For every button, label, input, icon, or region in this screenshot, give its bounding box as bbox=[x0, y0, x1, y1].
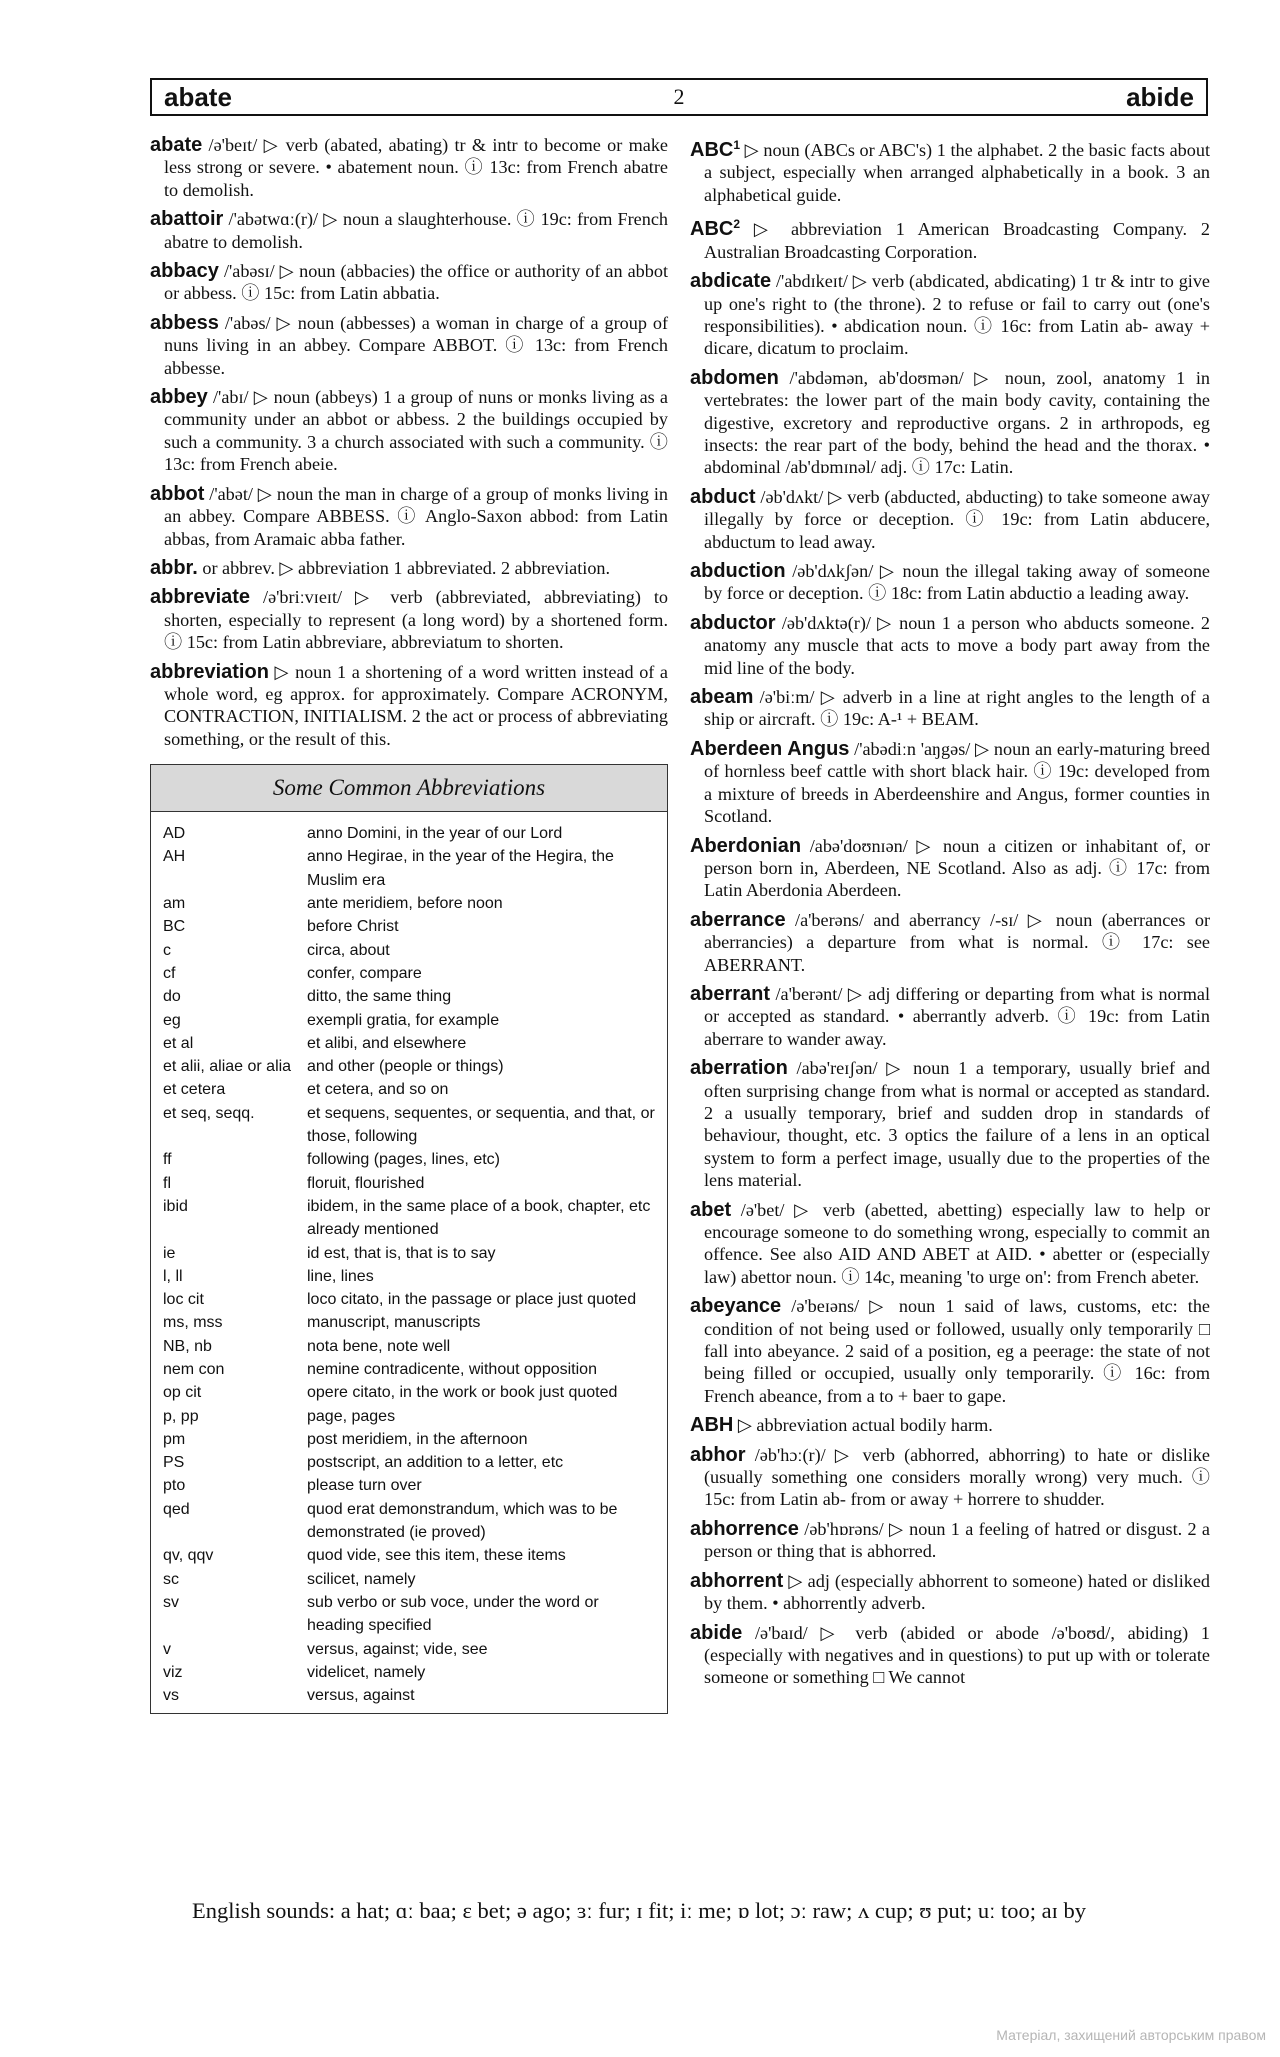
abbreviation-meaning: et sequens, sequentes, or sequentia, and that, or those, following bbox=[307, 1104, 655, 1146]
abbreviation-meaning: circa, about bbox=[307, 941, 390, 959]
abbreviation-row bbox=[163, 1102, 655, 1149]
entry-headword: abdicate bbox=[690, 270, 772, 293]
pronunciation-key: English sounds: a hat; ɑː baa; ɛ bet; ə ago; ɜː fur; ɪ fit; iː me; ɒ lot; ɔː raw; ʌ cup; ʊ put; uː too; aɪ by bbox=[192, 1898, 1087, 1923]
entry-headword: aberrance bbox=[690, 908, 786, 931]
entry-definition: /'abət/ ▷ noun the man in charge of a group of monks living in an abbey. Compare ABBESS. ⓘ Anglo-Saxon abbod: from Latin abbas, from Aramaic abba father. bbox=[164, 483, 669, 549]
abbreviation: ibid bbox=[163, 1197, 188, 1215]
abbreviation-row bbox=[163, 1265, 655, 1288]
entry-definition: ▷ abbreviation 1 American Broadcasting Company. 2 Australian Broadcasting Corporation. bbox=[704, 219, 1210, 262]
abbreviation-row bbox=[163, 1358, 655, 1381]
entry-definition: /'abəsɪ/ ▷ noun (abbacies) the office or authority of an abbot or abbess. ⓘ 15c: from Latin abbatia. bbox=[164, 261, 669, 304]
abbreviation: loc cit bbox=[163, 1291, 204, 1309]
entry-headword: abhor bbox=[690, 1443, 746, 1466]
abbreviation: eg bbox=[163, 1011, 181, 1029]
entry-headword: abbacy bbox=[150, 260, 219, 283]
abbreviation-meaning: scilicet, namely bbox=[307, 1570, 416, 1588]
entry-headword: abbey bbox=[150, 386, 208, 409]
entry-headword: abduct bbox=[690, 485, 756, 508]
entry-headword: abbess bbox=[150, 311, 219, 334]
abbreviation: pto bbox=[163, 1477, 186, 1495]
abbreviation-row bbox=[163, 962, 655, 985]
abbreviation-meaning: manuscript, manuscripts bbox=[307, 1314, 481, 1332]
homograph-number: 2 bbox=[733, 217, 741, 232]
abbreviation-meaning: line, lines bbox=[307, 1267, 374, 1285]
header-first-word: abate bbox=[164, 81, 232, 112]
abbreviation-row bbox=[163, 1172, 655, 1195]
abbreviation-row bbox=[163, 939, 655, 962]
abbreviation-row bbox=[163, 1591, 655, 1638]
abbreviation-row bbox=[163, 1335, 655, 1358]
abbreviation: p, pp bbox=[163, 1407, 199, 1425]
abbreviation: sv bbox=[163, 1593, 179, 1611]
abbreviation-meaning: postscript, an addition to a letter, etc bbox=[307, 1454, 564, 1472]
abbreviation-meaning: videlicet, namely bbox=[307, 1663, 426, 1681]
copyright-watermark: Матеріал, захищений авторським правом bbox=[996, 2027, 1266, 2043]
entry-definition: /'abdɪkeɪt/ ▷ verb (abdicated, abdicating) 1 tr & intr to give up one's right to (the throne). 2 to refuse or fail to carry out (one's responsibilities). • abdication noun. ⓘ 16c: from Latin ab- away + dicare, dicatum to proclaim. bbox=[704, 271, 1211, 359]
dictionary-entry bbox=[150, 483, 668, 550]
abbreviation: et cetera bbox=[163, 1081, 226, 1099]
abbreviation: ms, mss bbox=[163, 1314, 223, 1332]
abbreviation-row bbox=[163, 1032, 655, 1055]
entry-headword: abductor bbox=[690, 611, 776, 634]
dictionary-entry bbox=[690, 1414, 1210, 1436]
entry-definition: /abə'doʊnɪən/ ▷ noun a citizen or inhabitant of, or person born in, Aberdeen, NE Scotland. Also as adj. ⓘ 17c: from Latin Aberdonia Aberdeen. bbox=[704, 835, 1211, 901]
abbreviation: op cit bbox=[163, 1384, 202, 1402]
entry-definition: /ə'bet/ ▷ verb (abetted, abetting) especially law to help or encourage someone to do something wrong, especially to commit an offence. See also AID AND ABET at AID. • abetter or (especially law) abettor noun. ⓘ 14c, meaning 'to urge on': from French abeter. bbox=[704, 1199, 1211, 1287]
abbreviation: qv, qqv bbox=[163, 1547, 214, 1565]
abbreviation-meaning: nota bene, note well bbox=[307, 1337, 451, 1355]
dictionary-entry bbox=[690, 1444, 1210, 1511]
abbreviation: PS bbox=[163, 1454, 185, 1472]
entry-definition: /ə'baɪd/ ▷ verb (abided or abode /ə'boʊd/, abiding) 1 (especially with negatives and in questions) to put up with or tolerate someone or something □ We cannot bbox=[704, 1622, 1211, 1688]
abbreviation: ff bbox=[163, 1151, 172, 1169]
dictionary-entry bbox=[690, 1199, 1210, 1289]
right-column bbox=[690, 134, 1210, 1696]
entry-headword: abduction bbox=[690, 560, 786, 583]
abbreviation-row bbox=[163, 1288, 655, 1311]
abbreviation-row bbox=[163, 1568, 655, 1591]
abbreviation: am bbox=[163, 895, 186, 913]
abbreviation: pm bbox=[163, 1430, 186, 1448]
dictionary-entry bbox=[150, 386, 668, 476]
entry-headword: abeyance bbox=[690, 1295, 782, 1318]
entry-headword: Aberdeen Angus bbox=[690, 737, 850, 760]
dictionary-entry bbox=[690, 738, 1210, 828]
entry-definition: /əb'dʌkʃən/ ▷ noun the illegal taking away of someone by force or deception. ⓘ 18c: from Latin abductio a leading away. bbox=[704, 561, 1210, 604]
abbreviation: et seq, seqq. bbox=[163, 1104, 255, 1122]
abbreviation-meaning: sub verbo or sub voce, under the word or heading specified bbox=[307, 1593, 599, 1635]
abbreviation: cf bbox=[163, 964, 176, 982]
running-header bbox=[150, 78, 1208, 116]
abbreviation-meaning: et alibi, and elsewhere bbox=[307, 1034, 467, 1052]
entry-definition: /'abəs/ ▷ noun (abbesses) a woman in charge of a group of nuns living in an abbey. Compare ABBOT. ⓘ 13c: from French abbesse. bbox=[164, 312, 669, 378]
abbreviations-table bbox=[151, 812, 667, 1713]
entry-headword: abet bbox=[690, 1198, 732, 1221]
entry-headword: abate bbox=[150, 134, 203, 156]
abbreviation-meaning: quod erat demonstrandum, which was to be demonstrated (ie proved) bbox=[307, 1500, 618, 1542]
entry-headword: abhorrent bbox=[690, 1569, 784, 1592]
entry-headword: abbreviation bbox=[150, 660, 269, 683]
abbreviation-row bbox=[163, 1009, 655, 1032]
dictionary-entry bbox=[690, 835, 1210, 902]
abbreviation-row bbox=[163, 1405, 655, 1428]
abbreviation: do bbox=[163, 988, 181, 1006]
left-column bbox=[150, 134, 668, 1714]
abbreviation-meaning: page, pages bbox=[307, 1407, 396, 1425]
left-entries bbox=[150, 134, 668, 750]
abbreviation-row bbox=[163, 822, 655, 845]
dictionary-entry bbox=[690, 612, 1210, 679]
abbreviation: fl bbox=[163, 1174, 171, 1192]
abbreviation-row bbox=[163, 1311, 655, 1334]
dictionary-entry bbox=[690, 367, 1210, 479]
abbreviation-row bbox=[163, 1078, 655, 1101]
entry-definition: /a'berəns/ and aberrancy /-sɪ/ ▷ noun (aberrances or aberrancies) a departure from what is normal. ⓘ 17c: see ABERRANT. bbox=[704, 909, 1210, 975]
abbreviation: BC bbox=[163, 918, 186, 936]
abbreviation-row bbox=[163, 1242, 655, 1265]
entry-headword: abhorrence bbox=[690, 1517, 799, 1540]
abbreviation-meaning: versus, against bbox=[307, 1687, 415, 1705]
dictionary-entry bbox=[150, 586, 668, 653]
entry-headword: abdomen bbox=[690, 366, 779, 389]
abbreviation: ie bbox=[163, 1244, 176, 1262]
entry-definition: /ə'biːm/ ▷ adverb in a line at right angles to the length of a ship or aircraft. ⓘ 19c: A-¹ + BEAM. bbox=[704, 687, 1210, 730]
abbreviation-meaning: versus, against; vide, see bbox=[307, 1640, 488, 1658]
abbreviation: v bbox=[163, 1640, 171, 1658]
abbreviation-meaning: exempli gratia, for example bbox=[307, 1011, 500, 1029]
entry-definition: ▷ noun 1 a shortening of a word written instead of a whole word, eg approx. for approximately. Compare ACRONYM, CONTRACTION, INITIALISM. 2 the act or process of abbreviating something, or the result of this. bbox=[164, 661, 668, 749]
abbreviation-row bbox=[163, 1055, 655, 1078]
entry-definition: or abbrev. ▷ abbreviation 1 abbreviated. 2 abbreviation. bbox=[202, 557, 611, 578]
dictionary-entry bbox=[150, 312, 668, 379]
abbreviation-meaning: ante meridiem, before noon bbox=[307, 895, 503, 913]
entry-headword: ABH bbox=[690, 1414, 734, 1437]
entry-headword: abbreviate bbox=[150, 586, 251, 609]
entry-definition: /ə'briːvɪeɪt/ ▷ verb (abbreviated, abbreviating) to shorten, especially to represent (a long word) by a shortened form. ⓘ 15c: from Latin abbreviare, abbreviatum to shorten. bbox=[164, 587, 668, 653]
abbreviation-meaning: nemine contradicente, without opposition bbox=[307, 1360, 597, 1378]
entry-headword: abide bbox=[690, 1621, 743, 1644]
entry-definition: /əb'hɔː(r)/ ▷ verb (abhorred, abhorring) to hate or dislike (usually something one considers morally wrong) very much. ⓘ 15c: from Latin ab- from or away + horrere to shudder. bbox=[704, 1444, 1210, 1510]
dictionary-entry bbox=[690, 1518, 1210, 1563]
dictionary-entry bbox=[150, 661, 668, 751]
entry-headword: abbot bbox=[150, 482, 205, 505]
page-number: 2 bbox=[673, 84, 685, 109]
dictionary-entry bbox=[690, 1057, 1210, 1191]
entry-definition: /ə'beɪəns/ ▷ noun 1 said of laws, customs, etc: the condition of not being used or followed, usually only temporarily □ fall into abeyance. 2 said of a position, eg a peerage: the state of not being filled or occupied, usually only temporarily. ⓘ 16c: from French abeance, from a to + baer to gape. bbox=[704, 1296, 1210, 1406]
entry-definition: /əb'dʌkt/ ▷ verb (abducted, abducting) to take someone away illegally by force or deception. ⓘ 19c: from Latin abducere, abductum to lead away. bbox=[704, 486, 1211, 552]
entry-definition: /əb'hɒrəns/ ▷ noun 1 a feeling of hatred or disgust. 2 a person or thing that is abhorred. bbox=[704, 1518, 1211, 1562]
dictionary-entry bbox=[150, 208, 668, 253]
abbreviation: vs bbox=[163, 1687, 179, 1705]
entry-definition: /a'berənt/ ▷ adj differing or departing from what is normal or accepted as standard. • aberrantly adverb. ⓘ 19c: from Latin aberrare to wander away. bbox=[704, 983, 1211, 1049]
abbreviation: AD bbox=[163, 825, 186, 843]
entry-definition: /'abədiːn 'aŋgəs/ ▷ noun an early-maturing breed of hornless beef cattle with short black hair. ⓘ 19c: developed from a mixture of breeds in Aberdeenshire and Angus, former counties in Scotland. bbox=[704, 738, 1210, 827]
abbreviation-row bbox=[163, 1684, 655, 1707]
abbreviation-row bbox=[163, 1498, 655, 1545]
dictionary-entry bbox=[690, 134, 1210, 206]
abbreviation-meaning: please turn over bbox=[307, 1477, 422, 1495]
abbreviation-row bbox=[163, 892, 655, 915]
right-entries bbox=[690, 134, 1210, 1689]
entry-headword: abeam bbox=[690, 686, 754, 709]
homograph-number: 1 bbox=[733, 138, 741, 152]
entry-headword: ABC bbox=[690, 218, 734, 241]
abbreviation-meaning: and other (people or things) bbox=[307, 1058, 504, 1076]
entry-definition: /əb'dʌktə(r)/ ▷ noun 1 a person who abducts someone. 2 anatomy any muscle that acts to move a body part away from the mid line of the body. bbox=[704, 612, 1210, 678]
abbreviation-meaning: ibidem, in the same place of a book, chapter, etc already mentioned bbox=[307, 1197, 651, 1239]
abbreviation-meaning: id est, that is, that is to say bbox=[307, 1244, 496, 1262]
abbreviation: et alii, aliae or alia bbox=[163, 1058, 292, 1076]
abbreviation-row bbox=[163, 845, 655, 892]
abbreviation-meaning: et cetera, and so on bbox=[307, 1081, 449, 1099]
dictionary-entry bbox=[690, 213, 1210, 263]
entry-headword: abbr. bbox=[150, 556, 198, 579]
abbreviation-meaning: before Christ bbox=[307, 918, 399, 936]
entry-headword: Aberdonian bbox=[690, 834, 802, 857]
abbreviation-row bbox=[163, 1148, 655, 1171]
entry-definition: ▷ abbreviation actual bodily harm. bbox=[737, 1415, 993, 1436]
abbreviation: viz bbox=[163, 1663, 183, 1681]
abbreviation: et al bbox=[163, 1034, 194, 1052]
abbreviations-box bbox=[150, 764, 668, 1714]
abbreviation-row bbox=[163, 985, 655, 1008]
entry-headword: aberrant bbox=[690, 982, 771, 1005]
abbreviation: c bbox=[163, 941, 171, 959]
dictionary-entry bbox=[690, 486, 1210, 553]
abbreviation-meaning: confer, compare bbox=[307, 964, 422, 982]
dictionary-entry bbox=[690, 686, 1210, 731]
entry-definition: /'abətwɑː(r)/ ▷ noun a slaughterhouse. ⓘ 19c: from French abatre to demolish. bbox=[164, 209, 669, 252]
abbreviation-meaning: anno Hegirae, in the year of the Hegira, the Muslim era bbox=[307, 848, 614, 889]
entry-definition: /'abdəmən, ab'doʊmən/ ▷ noun, zool, anatomy 1 in vertebrates: the lower part of the main body cavity, containing the digestive, excretory and reproductive organs. 2 in arthropods, eg insects: the rear part of the body, behind the head and the thorax. • abdominal /ab'dɒmɪnəl/ adj. ⓘ 17c: Latin. bbox=[704, 367, 1211, 478]
abbreviations-box-title: Some Common Abbreviations bbox=[151, 765, 667, 812]
abbreviation-meaning: anno Domini, in the year of our Lord bbox=[307, 825, 563, 843]
dictionary-entry bbox=[690, 983, 1210, 1050]
entry-definition: /ə'beɪt/ ▷ verb (abated, abating) tr & intr to become or make less strong or severe. • abatement noun. ⓘ 13c: from French abatre to demolish. bbox=[164, 135, 668, 200]
abbreviation-row bbox=[163, 1474, 655, 1497]
abbreviation-meaning: following (pages, lines, etc) bbox=[307, 1151, 500, 1169]
abbreviation-row bbox=[163, 1428, 655, 1451]
abbreviation-meaning: quod vide, see this item, these items bbox=[307, 1547, 566, 1565]
dictionary-entry bbox=[150, 134, 668, 201]
entry-definition: ▷ noun (ABCs or ABC's) 1 the alphabet. 2 the basic facts about a subject, especially when arranged alphabetically in a book. 3 an alphabetical guide. bbox=[704, 140, 1211, 205]
dictionary-entry bbox=[690, 909, 1210, 976]
entry-definition: /abə'reɪʃən/ ▷ noun 1 a temporary, usually brief and often surprising change from what is normal or accepted as standard. 2 a usually temporary, brief and sudden drop in standards of behaviour, thought, etc. 3 optics the failure of a lens in an optical system to form a perfect image, usually due to the properties of the lens material. bbox=[704, 1058, 1211, 1191]
dictionary-entry bbox=[150, 260, 668, 305]
abbreviation: AH bbox=[163, 848, 186, 866]
entry-definition: ▷ adj (especially abhorrent to someone) hated or disliked by them. • abhorrently adverb. bbox=[704, 1570, 1211, 1614]
abbreviation-meaning: ditto, the same thing bbox=[307, 988, 452, 1006]
abbreviation-row bbox=[163, 1661, 655, 1684]
entry-headword: ABC bbox=[690, 139, 734, 162]
dictionary-entry bbox=[690, 1570, 1210, 1615]
abbreviation-meaning: opere citato, in the work or book just quoted bbox=[307, 1384, 618, 1402]
abbreviation-row bbox=[163, 1195, 655, 1242]
entry-definition: /'abɪ/ ▷ noun (abbeys) 1 a group of nuns or monks living as a community under an abbot or abbess. 2 the buildings occupied by such a community. 3 a church associated with such a community. ⓘ 13c: from French abeie. bbox=[164, 387, 668, 475]
abbreviation-row bbox=[163, 1451, 655, 1474]
abbreviation-meaning: loco citato, in the passage or place just quoted bbox=[307, 1291, 637, 1309]
abbreviation: l, ll bbox=[163, 1267, 183, 1285]
dictionary-entry bbox=[690, 560, 1210, 605]
abbreviation-meaning: post meridiem, in the afternoon bbox=[307, 1430, 528, 1448]
dictionary-entry bbox=[690, 1622, 1210, 1689]
abbreviation: nem con bbox=[163, 1360, 225, 1378]
abbreviation-row bbox=[163, 915, 655, 938]
abbreviation-row bbox=[163, 1381, 655, 1404]
abbreviation: qed bbox=[163, 1500, 190, 1518]
dictionary-entry bbox=[690, 270, 1210, 360]
entry-headword: aberration bbox=[690, 1057, 788, 1080]
abbreviation-row bbox=[163, 1544, 655, 1567]
dictionary-entry bbox=[150, 557, 668, 579]
abbreviation-row bbox=[163, 1638, 655, 1661]
dictionary-entry bbox=[690, 1295, 1210, 1407]
abbreviation: sc bbox=[163, 1570, 179, 1588]
abbreviation-meaning: floruit, flourished bbox=[307, 1174, 425, 1192]
entry-headword: abattoir bbox=[150, 208, 224, 231]
header-last-word: abide bbox=[1126, 81, 1194, 112]
abbreviation: NB, nb bbox=[163, 1337, 212, 1355]
